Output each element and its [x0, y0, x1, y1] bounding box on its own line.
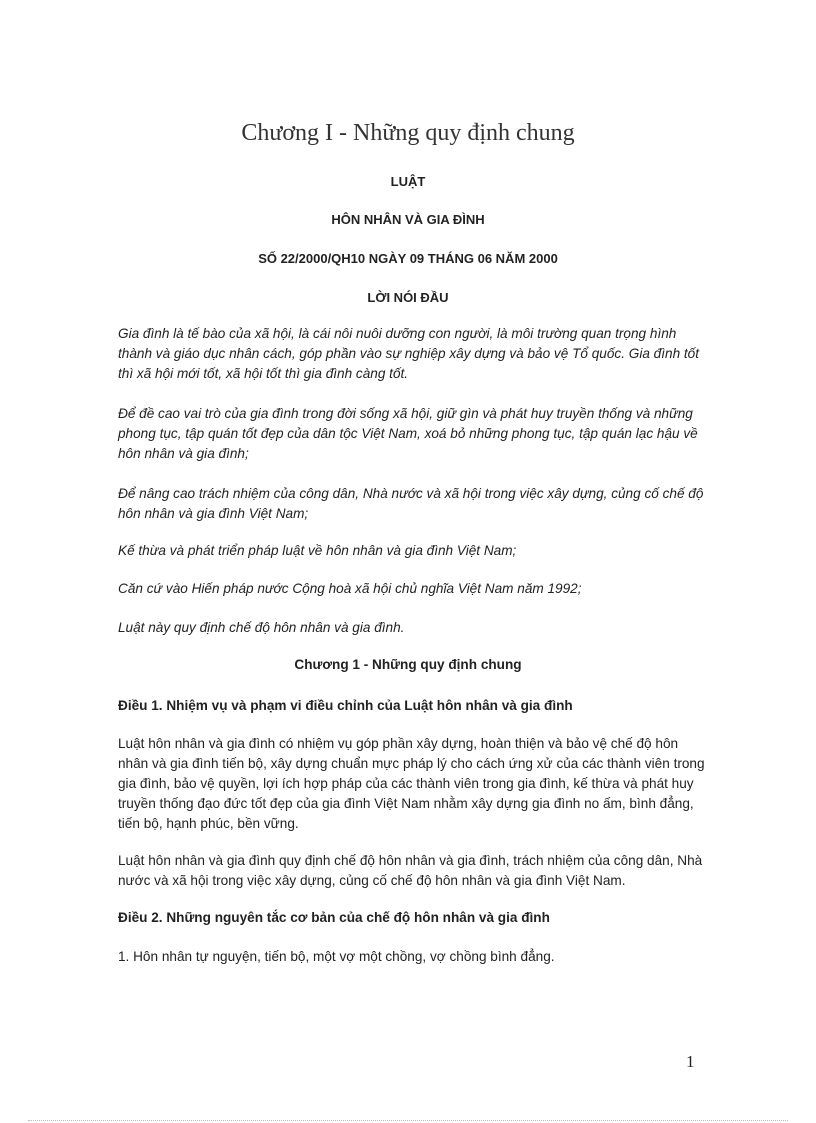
- law-name: HÔN NHÂN VÀ GIA ĐÌNH: [331, 212, 485, 227]
- preamble-paragraph-1: Gia đình là tế bào của xã hội, là cái nôi nuôi dưỡng con người, là môi trường quan trọng hình thành và giáo dục nhân cách, góp phần vào sự nghiệp xây dựng và bảo vệ Tổ quốc. Gia đình tốt thì xã hội mới tốt, xã hội tốt thì gia đình càng tốt.: [118, 326, 700, 381]
- page-break-divider: [28, 1120, 788, 1121]
- article2-paragraph-1: 1. Hôn nhân tự nguyện, tiến bộ, một vợ một chồng, vợ chồng bình đẳng.: [118, 949, 555, 964]
- preamble-paragraph-4: Kế thừa và phát triển pháp luật về hôn nhân và gia đình Việt Nam;: [118, 543, 517, 558]
- preamble-paragraph-3: Để nâng cao trách nhiệm của công dân, Nhà nước và xã hội trong việc xây dựng, củng cố chế độ hôn nhân và gia đình Việt Nam;: [118, 486, 704, 521]
- chapter-title: Chương I - Những quy định chung: [241, 120, 575, 146]
- article1-title: Điều 1. Nhiệm vụ và phạm vi điều chỉnh của Luật hôn nhân và gia đình: [118, 698, 573, 713]
- preamble-paragraph-2: Để đề cao vai trò của gia đình trong đời sống xã hội, giữ gìn và phát huy truyền thống và những phong tục, tập quán tốt đẹp của dân tộc Việt Nam, xoá bỏ những phong tục, tập quán lạc hậu về hôn nhân và gia đình;: [118, 406, 698, 461]
- preface-heading: LỜI NÓI ĐẦU: [367, 290, 449, 305]
- article1-paragraph-2: Luật hôn nhân và gia đình quy định chế độ hôn nhân và gia đình, trách nhiệm của công dân, Nhà nước và xã hội trong việc xây dựng, củng cố chế độ hôn nhân và gia đình Việt Nam.: [118, 853, 703, 888]
- chapter1-title: Chương 1 - Những quy định chung: [294, 657, 522, 672]
- law-number: SỐ 22/2000/QH10 NGÀY 09 THÁNG 06 NĂM 2000: [258, 251, 558, 266]
- law-label: LUẬT: [390, 174, 426, 189]
- preamble-paragraph-6: Luật này quy định chế độ hôn nhân và gia đình.: [118, 620, 405, 635]
- preamble-paragraph-5: Căn cứ vào Hiến pháp nước Cộng hoà xã hội chủ nghĩa Việt Nam năm 1992;: [118, 581, 582, 596]
- article1-paragraph-1: Luật hôn nhân và gia đình có nhiệm vụ góp phần xây dựng, hoàn thiện và bảo vệ chế độ hôn nhân và gia đình tiến bộ, xây dựng chuẩn mực pháp lý cho cách ứng xử của các thành viên trong gia đình, bảo vệ quyền, lợi ích hợp pháp của các thành viên trong gia đình, kế thừa và phát huy truyền thống đạo đức tốt đẹp của gia đình Việt Nam nhằm xây dựng gia đình no ấm, bình đẳng, tiến bộ, hạnh phúc, bền vững.: [118, 736, 705, 831]
- article2-title: Điều 2. Những nguyên tắc cơ bản của chế độ hôn nhân và gia đình: [118, 910, 550, 925]
- page-number: 1: [686, 1052, 695, 1071]
